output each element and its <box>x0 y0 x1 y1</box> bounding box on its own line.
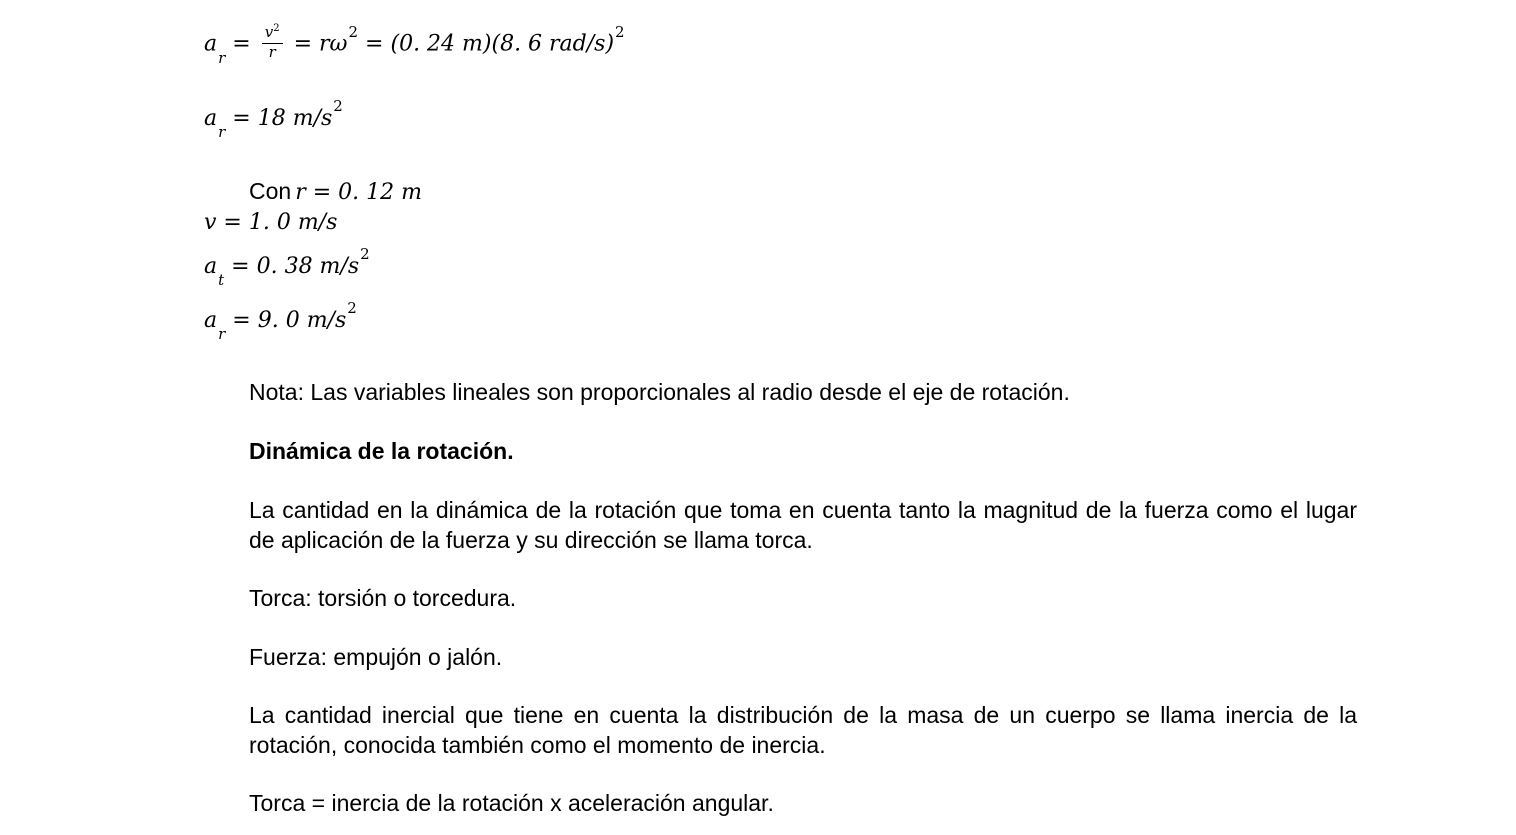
eq4-lhs: a <box>204 254 218 279</box>
torque-formula: Torca = inercia de la rotación x aceleración angular. <box>249 790 774 816</box>
eq1-fraction-denominator: r <box>268 43 276 61</box>
eq5-rhs: = 9. 0 m/s <box>232 308 347 333</box>
eq1-fraction <box>262 24 283 61</box>
force-meaning: Fuerza: empujón o jalón. <box>249 644 503 670</box>
radius-condition-line <box>249 178 422 205</box>
eq1-equals-2: = <box>293 31 313 57</box>
con-label: Con <box>249 178 292 204</box>
eq5-lhs: a <box>204 308 218 333</box>
torque-meaning: Torca: torsión o torcedura. <box>249 585 517 611</box>
equation-radial-acceleration-formula <box>204 22 625 67</box>
eq1-fraction-numerator <box>262 24 283 44</box>
eq1-equals: = <box>232 31 251 57</box>
eq1-rhs: (0. 24 m)(8. 6 rad/s) <box>390 31 615 57</box>
eq1-term: rω <box>319 31 348 57</box>
paragraph-rotational-inertia: La cantidad inercial que tiene en cuenta la distribución de la masa de un cuerpo se llama inercia de la rotación, conocida también como el momento de inercia. <box>249 702 1357 758</box>
equation-radial-acceleration-result <box>204 97 343 141</box>
con-equation: r = 0. 12 m <box>295 180 422 205</box>
eq2-rhs: = 18 m/s <box>232 106 333 131</box>
eq1-rhs-exponent: 2 <box>615 22 625 41</box>
eq1-term-exponent: 2 <box>348 22 359 41</box>
eq5-lhs-subscript: r <box>218 325 226 343</box>
eq3-text: v = 1. 0 m/s <box>204 210 338 235</box>
note-linear-variables: Nota: Las variables lineales son proporcionales al radio desde el eje de rotación. <box>249 379 1070 405</box>
eq1-numerator-var: v <box>264 23 274 41</box>
eq4-rhs: = 0. 38 m/s <box>231 254 360 279</box>
eq1-lhs-subscript: r <box>218 48 226 67</box>
eq1-equals-3: = <box>365 31 384 57</box>
equation-velocity <box>204 212 337 234</box>
eq5-rhs-exponent: 2 <box>347 299 357 317</box>
eq1-lhs: a <box>204 31 218 57</box>
paragraph-torque-definition: La cantidad en la dinámica de la rotación que toma en cuenta tanto la magnitud de la fuerza como el lugar de aplicación de la fuerza y su dirección se llama torca. <box>249 497 1357 553</box>
section-heading-rotation-dynamics: Dinámica de la rotación. <box>249 438 514 464</box>
eq2-rhs-exponent: 2 <box>333 97 343 115</box>
eq4-lhs-subscript: t <box>218 271 225 289</box>
eq2-lhs: a <box>204 106 218 131</box>
eq2-lhs-subscript: r <box>218 123 226 141</box>
eq1-numerator-exponent: 2 <box>273 23 280 34</box>
equation-tangential-acceleration <box>204 245 370 289</box>
equation-radial-acceleration-second <box>204 299 357 343</box>
eq4-rhs-exponent: 2 <box>360 245 370 263</box>
